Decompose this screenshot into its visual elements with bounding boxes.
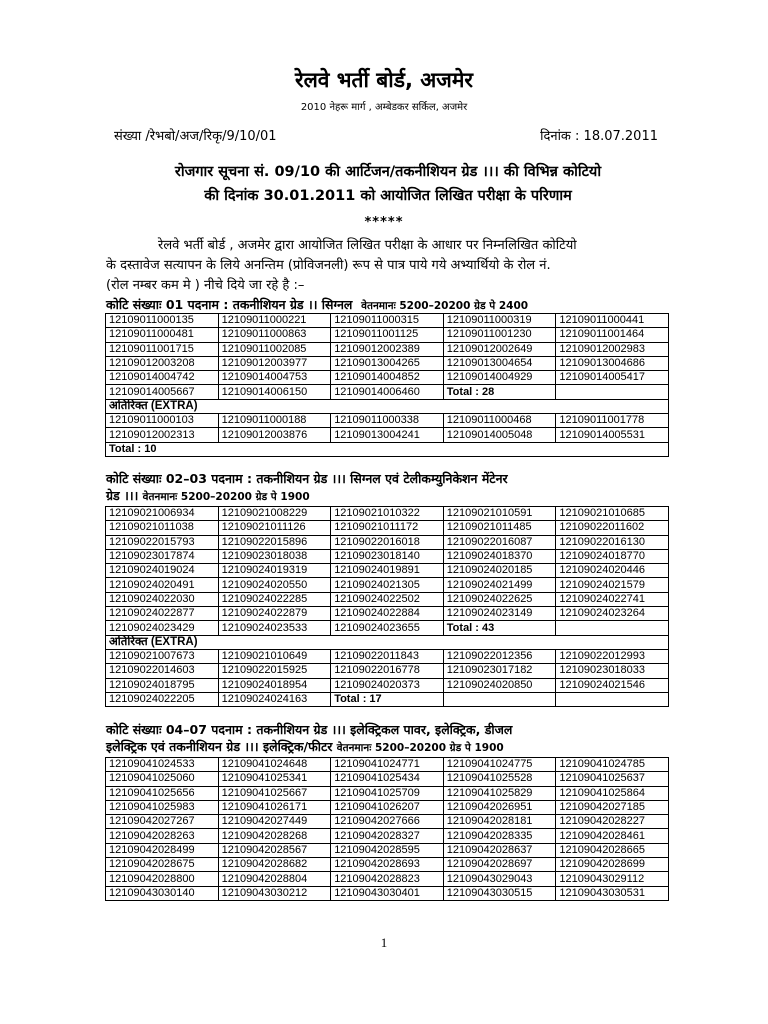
- table-row: [106, 564, 669, 578]
- pay-scale: वेतनमानः 5200–20200 ग्रेड पे 1900: [336, 742, 504, 754]
- roll-number-cell: 12109012003876: [218, 428, 331, 442]
- roll-number-cell: 12109042028675: [106, 858, 219, 872]
- table-row: [106, 772, 669, 786]
- roll-number-cell: 12109024018770: [556, 549, 669, 563]
- roll-number-cell: 12109021011038: [106, 521, 219, 535]
- roll-number-cell: 12109021010685: [556, 507, 669, 521]
- roll-number-cell: 12109041025864: [556, 786, 669, 800]
- roll-number-cell: 12109022012356: [443, 649, 556, 663]
- reference-number: संख्या /रेभबो/अज/रिकृ/9/10/01: [114, 129, 277, 144]
- roll-number-cell: 12109011000188: [218, 414, 331, 428]
- table-row: [106, 786, 669, 800]
- roll-number-cell: [443, 692, 556, 706]
- roll-number-cell: 12109024018370: [443, 549, 556, 563]
- intro-line: रेलवे भर्ती बोर्ड , अजमेर द्वारा आयोजित लिखित परीक्षा के आधार पर निम्नलिखित कोटियो: [158, 238, 577, 253]
- table-row: [106, 664, 669, 678]
- roll-number-cell: 12109042028699: [556, 858, 669, 872]
- table-row: [106, 621, 669, 635]
- roll-number-cell: 12109011000441: [556, 314, 669, 328]
- roll-number-cell: 12109024020550: [218, 578, 331, 592]
- roll-number-cell: 12109042028181: [443, 815, 556, 829]
- roll-number-cell: 12109011000468: [443, 414, 556, 428]
- roll-number-cell: 12109043030212: [218, 886, 331, 900]
- roll-number-cell: 12109024022877: [106, 607, 219, 621]
- roll-number-cell: 12109024020446: [556, 564, 669, 578]
- roll-number-cell: 12109041026207: [331, 800, 444, 814]
- roll-number-cell: 12109043030401: [331, 886, 444, 900]
- roll-number-cell: 12109014004742: [106, 371, 219, 385]
- roll-number-cell: 12109013004265: [331, 356, 444, 370]
- section-title: कोटि संख्याः 01 पदनाम : तकनीशियन ग्रेड ।। सिग्नल: [106, 297, 353, 312]
- table-row: [106, 578, 669, 592]
- roll-number-cell: 12109042028335: [443, 829, 556, 843]
- section-heading: [106, 721, 672, 755]
- roll-number-cell: 12109024018795: [106, 678, 219, 692]
- roll-number-cell: 12109042028263: [106, 829, 219, 843]
- roll-number-cell: 12109024023655: [331, 621, 444, 635]
- table-row: [106, 592, 669, 606]
- roll-number-cell: 12109014004753: [218, 371, 331, 385]
- notice-heading-line: रोजगार सूचना सं. 09/10 की आर्टिजन/तकनीशियन ग्रेड ।।। की विभिन्न कोटियो: [174, 164, 602, 180]
- roll-number-cell: [556, 621, 669, 635]
- roll-number-cell: [556, 692, 669, 706]
- table-row: [106, 428, 669, 442]
- roll-number-cell: 12109014004852: [331, 371, 444, 385]
- table-row: [106, 829, 669, 843]
- roll-number-cell: 12109041025341: [218, 772, 331, 786]
- roll-number-cell: 12109022016018: [331, 535, 444, 549]
- roll-number-cell: 12109011001715: [106, 342, 219, 356]
- roll-number-cell: 12109041025667: [218, 786, 331, 800]
- roll-number-cell: 12109024018954: [218, 678, 331, 692]
- pay-scale: वेतनमानः 5200–20200 ग्रेड पे 2400: [361, 300, 529, 312]
- roll-number-cell: 12109012003208: [106, 356, 219, 370]
- roll-number-cell: 12109024020491: [106, 578, 219, 592]
- roll-number-cell: 12109022016130: [556, 535, 669, 549]
- roll-number-cell: 12109014006460: [331, 385, 444, 399]
- roll-number-cell: 12109011001125: [331, 328, 444, 342]
- section-title: कोटि संख्याः 02–03 पदनाम : तकनीशियन ग्रेड ।।। सिग्नल एवं टेलीकम्युनिकेशन मेंटेनर: [106, 471, 508, 486]
- roll-number-cell: 12109021006934: [106, 507, 219, 521]
- board-title: रेलवे भर्ती बोर्ड, अजमेर: [294, 68, 474, 92]
- roll-number-cell: 12109011000221: [218, 314, 331, 328]
- pay-scale: वेतनमानः 5200–20200 ग्रेड पे 1900: [142, 491, 310, 503]
- roll-number-table: [105, 313, 669, 457]
- table-row: [106, 800, 669, 814]
- roll-number-cell: 12109024021499: [443, 578, 556, 592]
- roll-number-cell: 12109041024775: [443, 758, 556, 772]
- roll-number-cell: 12109024023149: [443, 607, 556, 621]
- roll-number-cell: 12109014006150: [218, 385, 331, 399]
- roll-number-cell: 12109022016778: [331, 664, 444, 678]
- intro-line: के दस्तावेज सत्यापन के लिये अनन्तिम (प्रोविजनली) रूप से पात्र पाये गये अभ्यार्थियो के रोल नं.: [106, 258, 551, 273]
- roll-number-cell: 12109024020373: [331, 678, 444, 692]
- notice-heading-line: की दिनांक 30.01.2011 को आयोजित लिखित परीक्षा के परिणाम: [204, 188, 572, 204]
- roll-number-cell: 12109042027666: [331, 815, 444, 829]
- roll-number-cell: 12109043029043: [443, 872, 556, 886]
- table-row: [106, 815, 669, 829]
- roll-number-cell: 12109042028461: [556, 829, 669, 843]
- roll-number-cell: 12109022011602: [556, 521, 669, 535]
- table-row: [106, 549, 669, 563]
- roll-number-cell: 12109013004686: [556, 356, 669, 370]
- table-row: [106, 314, 669, 328]
- table-row: [106, 414, 669, 428]
- roll-number-cell: 12109022011843: [331, 649, 444, 663]
- roll-number-cell: 12109024020185: [443, 564, 556, 578]
- table-row: [106, 399, 669, 413]
- roll-number-cell: 12109024024163: [218, 692, 331, 706]
- roll-number-cell: 12109043030515: [443, 886, 556, 900]
- roll-number-cell: 12109042028327: [331, 829, 444, 843]
- table-row: [106, 635, 669, 649]
- table-row: [106, 356, 669, 370]
- table-row: [106, 886, 669, 900]
- table-row: [106, 843, 669, 857]
- roll-number-cell: 12109023017182: [443, 664, 556, 678]
- roll-number-cell: 12109042026951: [443, 800, 556, 814]
- roll-number-cell: 12109024020850: [443, 678, 556, 692]
- roll-number-cell: 12109042028268: [218, 829, 331, 843]
- roll-number-cell: 12109011000315: [331, 314, 444, 328]
- roll-number-cell: 12109024019891: [331, 564, 444, 578]
- roll-number-cell: 12109021011172: [331, 521, 444, 535]
- roll-number-cell: 12109022015896: [218, 535, 331, 549]
- roll-number-cell: 12109024021305: [331, 578, 444, 592]
- table-row: [106, 342, 669, 356]
- table-row: [106, 607, 669, 621]
- roll-number-cell: 12109014005531: [556, 428, 669, 442]
- roll-number-cell: 12109024022502: [331, 592, 444, 606]
- table-row: [106, 385, 669, 399]
- page-number: 1: [380, 935, 388, 950]
- roll-number-table: [105, 506, 669, 707]
- roll-number-cell: 12109042027449: [218, 815, 331, 829]
- section-heading: [106, 296, 672, 313]
- table-row: [106, 442, 669, 456]
- table-row: [106, 371, 669, 385]
- roll-number-cell: 12109024023429: [106, 621, 219, 635]
- roll-number-cell: 12109014005417: [556, 371, 669, 385]
- roll-number-cell: 12109043030140: [106, 886, 219, 900]
- roll-number-cell: 12109024022884: [331, 607, 444, 621]
- roll-number-cell: 12109021011126: [218, 521, 331, 535]
- roll-number-cell: 12109024022625: [443, 592, 556, 606]
- roll-number-cell: 12109024022030: [106, 592, 219, 606]
- roll-number-cell: 12109021007673: [106, 649, 219, 663]
- roll-number-cell: 12109043030531: [556, 886, 669, 900]
- roll-number-cell: 12109011002085: [218, 342, 331, 356]
- roll-number-cell: 12109042028697: [443, 858, 556, 872]
- table-row: [106, 328, 669, 342]
- roll-number-cell: 12109012003977: [218, 356, 331, 370]
- roll-number-cell: 12109041025983: [106, 800, 219, 814]
- roll-number-cell: 12109042028595: [331, 843, 444, 857]
- roll-number-cell: 12109014005048: [443, 428, 556, 442]
- roll-number-cell: 12109023017874: [106, 549, 219, 563]
- roll-number-cell: 12109042028682: [218, 858, 331, 872]
- roll-number-cell: 12109011000338: [331, 414, 444, 428]
- roll-number-cell: 12109023018140: [331, 549, 444, 563]
- roll-number-cell: 12109021010322: [331, 507, 444, 521]
- roll-number-cell: 12109011000319: [443, 314, 556, 328]
- roll-number-cell: 12109022015793: [106, 535, 219, 549]
- roll-number-cell: 12109024021546: [556, 678, 669, 692]
- roll-number-cell: 12109041025709: [331, 786, 444, 800]
- section-title: ग्रेड ।।।: [106, 488, 139, 503]
- roll-number-cell: 12109012002313: [106, 428, 219, 442]
- roll-number-cell: 12109014005667: [106, 385, 219, 399]
- roll-number-cell: 12109022012993: [556, 649, 669, 663]
- section-title: इलेक्ट्रिक एवं तकनीशियन ग्रेड ।।। इलेक्ट्रिक/फीटर: [106, 739, 333, 754]
- roll-number-cell: 12109043029112: [556, 872, 669, 886]
- roll-number-cell: 12109022016087: [443, 535, 556, 549]
- roll-number-cell: 12109024022205: [106, 692, 219, 706]
- roll-number-cell: 12109041025528: [443, 772, 556, 786]
- roll-number-cell: 12109021008229: [218, 507, 331, 521]
- roll-number-table: [105, 757, 669, 901]
- roll-number-cell: 12109011000135: [106, 314, 219, 328]
- section-heading: [106, 470, 672, 504]
- roll-number-cell: 12109011000103: [106, 414, 219, 428]
- roll-number-cell: [556, 385, 669, 399]
- extra-label: अतिरिक्त (EXTRA): [106, 635, 669, 649]
- board-address: 2010 नेहरू मार्ग , अम्बेडकर सर्किल, अजमेर: [300, 102, 468, 113]
- roll-number-cell: 12109042028665: [556, 843, 669, 857]
- roll-number-cell: 12109041024648: [218, 758, 331, 772]
- roll-number-cell: 12109011000481: [106, 328, 219, 342]
- table-row: [106, 521, 669, 535]
- roll-number-cell: 12109011000863: [218, 328, 331, 342]
- intro-paragraph: [106, 236, 672, 296]
- extra-label: अतिरिक्त (EXTRA): [106, 399, 669, 413]
- roll-number-cell: 12109041026171: [218, 800, 331, 814]
- separator-stars: *****: [364, 215, 404, 230]
- notice-date: दिनांक : 18.07.2011: [540, 129, 658, 144]
- roll-number-cell: 12109042028693: [331, 858, 444, 872]
- roll-number-cell: 12109042028567: [218, 843, 331, 857]
- roll-number-cell: 12109041025637: [556, 772, 669, 786]
- roll-number-cell: 12109024023533: [218, 621, 331, 635]
- roll-number-cell: 12109042028637: [443, 843, 556, 857]
- roll-number-cell: 12109024023264: [556, 607, 669, 621]
- total-cell: Total : 28: [443, 385, 556, 399]
- roll-number-cell: 12109022015925: [218, 664, 331, 678]
- roll-number-cell: 12109041025656: [106, 786, 219, 800]
- roll-number-cell: 12109041024533: [106, 758, 219, 772]
- table-row: [106, 858, 669, 872]
- roll-number-cell: 12109021011485: [443, 521, 556, 535]
- section-title: कोटि संख्याः 04–07 पदनाम : तकनीशियन ग्रेड ।।। इलेक्ट्रिकल पावर, इलेक्ट्रिक, डीजल: [106, 722, 513, 737]
- roll-number-cell: 12109022014603: [106, 664, 219, 678]
- roll-number-cell: 12109041024771: [331, 758, 444, 772]
- notice-heading: [108, 160, 668, 208]
- table-row: [106, 692, 669, 706]
- total-cell: Total : 17: [331, 692, 444, 706]
- roll-number-cell: 12109011001778: [556, 414, 669, 428]
- roll-number-cell: 12109041025060: [106, 772, 219, 786]
- roll-number-cell: 12109012002983: [556, 342, 669, 356]
- roll-number-cell: 12109041025434: [331, 772, 444, 786]
- roll-number-cell: 12109042027267: [106, 815, 219, 829]
- roll-number-cell: 12109013004654: [443, 356, 556, 370]
- roll-number-cell: 12109041025829: [443, 786, 556, 800]
- roll-number-cell: 12109013004241: [331, 428, 444, 442]
- roll-number-cell: 12109021010649: [218, 649, 331, 663]
- roll-number-cell: 12109042028800: [106, 872, 219, 886]
- roll-number-cell: 12109023018033: [556, 664, 669, 678]
- total-cell: Total : 43: [443, 621, 556, 635]
- table-row: [106, 507, 669, 521]
- table-row: [106, 649, 669, 663]
- roll-number-cell: 12109024022285: [218, 592, 331, 606]
- roll-number-cell: 12109024022879: [218, 607, 331, 621]
- roll-number-cell: 12109021010591: [443, 507, 556, 521]
- roll-number-cell: 12109024022741: [556, 592, 669, 606]
- roll-number-cell: 12109042027185: [556, 800, 669, 814]
- roll-number-cell: 12109042028227: [556, 815, 669, 829]
- table-row: [106, 758, 669, 772]
- table-row: [106, 872, 669, 886]
- intro-line: (रोल नम्बर कम मे ) नीचे दिये जा रहे है :–: [106, 278, 305, 293]
- roll-number-cell: 12109024019319: [218, 564, 331, 578]
- table-row: [106, 678, 669, 692]
- total-cell: Total : 10: [106, 442, 669, 456]
- roll-number-cell: 12109011001230: [443, 328, 556, 342]
- roll-number-cell: 12109014004929: [443, 371, 556, 385]
- roll-number-cell: 12109042028499: [106, 843, 219, 857]
- roll-number-cell: 12109024019024: [106, 564, 219, 578]
- roll-number-cell: 12109041024785: [556, 758, 669, 772]
- roll-number-cell: 12109042028804: [218, 872, 331, 886]
- roll-number-cell: 12109042028823: [331, 872, 444, 886]
- roll-number-cell: 12109011001464: [556, 328, 669, 342]
- roll-number-cell: 12109012002649: [443, 342, 556, 356]
- roll-number-cell: 12109012002389: [331, 342, 444, 356]
- roll-number-cell: 12109023018038: [218, 549, 331, 563]
- table-row: [106, 535, 669, 549]
- roll-number-cell: 12109024021579: [556, 578, 669, 592]
